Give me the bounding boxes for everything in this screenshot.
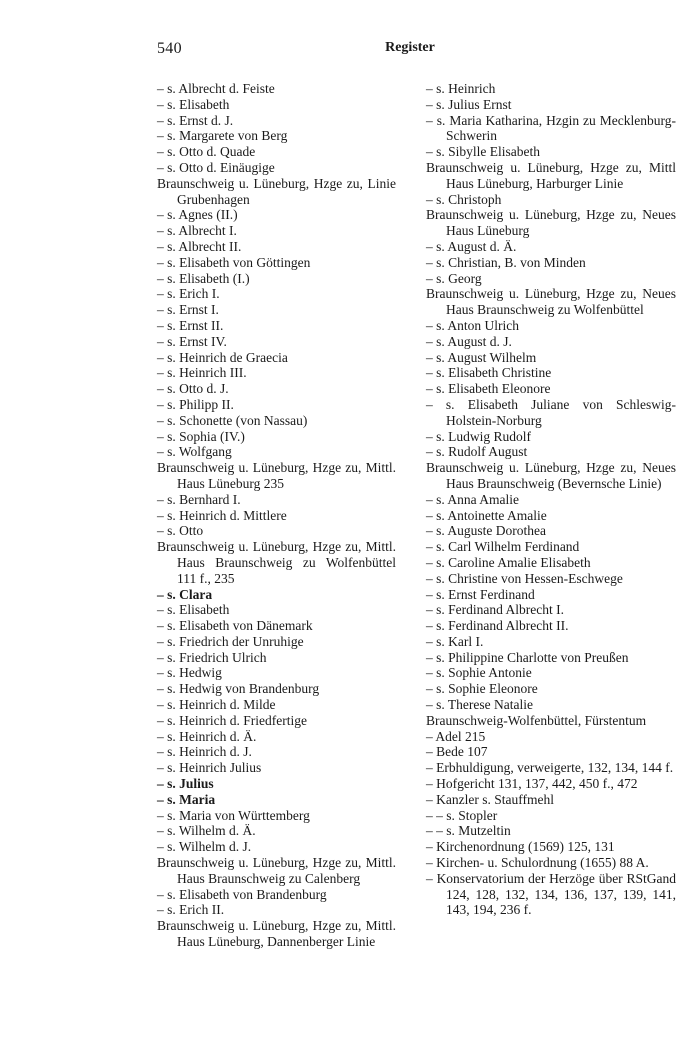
index-entry: – s. Otto d. Einäugige (157, 159, 275, 175)
index-entry: – s. Elisabeth (157, 602, 230, 618)
index-entry: – s. Heinrich de Graecia (157, 349, 288, 365)
index-entry: – s. Sophia (IV.) (157, 428, 245, 444)
index-entry: – s. Otto d. Quade (157, 144, 256, 160)
index-entry: – Kirchen- u. Schulordnung (1655) 88 A. (426, 855, 649, 871)
index-entry: – s. Elisabeth Eleonore (426, 381, 551, 397)
index-entry: – s. Carl Wilhelm Ferdinand (426, 539, 580, 555)
index-entry: – Kanzler s. Stauffmehl (426, 791, 554, 807)
index-entry: – s. Wilhelm d. Ä. (157, 823, 256, 839)
index-entry: – s. Albrecht d. Feiste (157, 81, 275, 96)
index-entry: – s. Heinrich Julius (157, 760, 262, 776)
index-entry: – s. Margarete von Berg (157, 128, 288, 144)
index-entry: – Erbhuldigung, verweigerte, 132, 134, 144 f. (426, 760, 674, 776)
index-entry: – s. Agnes (II.) (157, 207, 238, 223)
index-entry: – s. Ernst d. J. (157, 112, 234, 128)
index-entry: – s. Bernhard I. (157, 491, 241, 507)
index-entry: – s. Friedrich Ulrich (157, 649, 267, 665)
running-head: Register (385, 40, 435, 55)
index-entry: – s. Heinrich d. J. (157, 744, 252, 760)
index-entry: – s. Heinrich III. (157, 365, 247, 381)
index-entry: – s. Friedrich der Unruhige (157, 633, 304, 649)
index-heading: Braunschweig u. Lüneburg, Hzge zu, Neues Haus Braunschweig (Bevernsche Linie) (426, 460, 676, 491)
index-entry: – s. Anton Ulrich (426, 317, 519, 333)
index-entry: – s. Heinrich (426, 81, 496, 96)
index-entry: – s. August d. Ä. (426, 238, 517, 254)
index-entry: – Bede 107 (426, 744, 488, 760)
index-entry: – s. Clara (157, 586, 213, 602)
index-entry: – s. Ferdinand Albrecht I. (426, 602, 564, 618)
index-heading: Braunschweig u. Lüneburg, Hzge zu, Mittl Haus Lüneburg, Harburger Linie (426, 159, 676, 191)
index-entry: – s. Sibylle Elisabeth (426, 144, 540, 160)
index-entry: – s. Hedwig (157, 665, 222, 681)
index-entry: – s. Heinrich d. Friedfertige (157, 712, 307, 728)
index-entry: – s. Elisabeth von Dänemark (157, 618, 313, 634)
index-entry: – s. August d. J. (426, 333, 512, 349)
index-entry: – Kirchenordnung (1569) 125, 131 (426, 839, 615, 855)
index-entry: – s. Anna Amalie (426, 491, 519, 507)
index-entry: – s. Philippine Charlotte von Preußen (426, 649, 629, 665)
index-column-right (426, 81, 676, 918)
index-heading: Braunschweig-Wolfenbüttel, Fürstentum (426, 712, 647, 728)
index-heading: Braunschweig u. Lüneburg, Hzge zu, Neues Haus Lüneburg (426, 207, 676, 239)
index-entry: – – s. Mutzeltin (426, 823, 511, 839)
index-heading: Braunschweig u. Lüneburg, Hzge zu, Mittl. Haus Lüneburg, Dannenberger Linie (157, 918, 396, 950)
index-heading: Braunschweig u. Lüneburg, Hzge zu, Mittl. Haus Braunschweig zu Calenberg (157, 855, 396, 886)
index-heading: Braunschweig u. Lüneburg, Hzge zu, Mittl. Haus Lüneburg 235 (157, 460, 396, 491)
index-entry: – s. Heinrich d. Mittlere (157, 507, 287, 523)
index-entry: – s. Heinrich d. Ä. (157, 728, 257, 744)
page-number: 540 (157, 40, 182, 57)
index-entry: – s. Elisabeth von Göttingen (157, 254, 311, 270)
index-entry: – s. Maria von Württemberg (157, 807, 310, 823)
index-entry: – s. August Wilhelm (426, 349, 537, 365)
index-entry: – s. Julius (157, 776, 214, 792)
index-entry: – s. Elisabeth (157, 96, 230, 112)
index-entry: – s. Christian, B. von Minden (426, 254, 586, 270)
index-entry: – s. Erich II. (157, 902, 225, 918)
index-entry: – s. Albrecht I. (157, 223, 237, 239)
index-entry: – s. Wilhelm d. J. (157, 839, 252, 855)
index-entry: – Hofgericht 131, 137, 442, 450 f., 472 (426, 776, 638, 792)
index-entry: – s. Heinrich d. Milde (157, 697, 276, 713)
index-entry: – s. Elisabeth Juliane von Schleswig-Holstein-Norburg (426, 396, 676, 428)
index-entry: – s. Otto (157, 523, 204, 539)
index-entry: – Adel 215 (426, 728, 486, 744)
index-entry: – s. Ernst IV. (157, 333, 227, 349)
index-entry: – – s. Stopler (426, 807, 498, 823)
index-entry: – s. Wolfgang (157, 444, 232, 460)
index-entry: – s. Maria Katharina, Hzgin zu Mecklenburg-Schwerin (426, 112, 676, 144)
index-entry: – s. Otto d. J. (157, 381, 229, 397)
index-entry: – s. Hedwig von Brandenburg (157, 681, 320, 697)
index-entry: – s. Julius Ernst (426, 96, 512, 112)
index-entry: – s. Erich I. (157, 286, 220, 302)
index-entry: – s. Caroline Amalie Elisabeth (426, 554, 591, 570)
index-entry: – s. Sophie Eleonore (426, 681, 538, 697)
index-column-left (157, 81, 396, 950)
index-entry: – s. Georg (426, 270, 482, 286)
index-entry: – s. Elisabeth (I.) (157, 270, 250, 286)
index-entry: – s. Christine von Hessen-Eschwege (426, 570, 623, 586)
index-entry: – s. Karl I. (426, 633, 484, 649)
index-entry: – s. Therese Natalie (426, 697, 533, 713)
index-entry: – s. Elisabeth von Brandenburg (157, 886, 327, 902)
index-entry: – s. Sophie Antonie (426, 665, 532, 681)
index-entry: – s. Ernst I. (157, 302, 219, 318)
index-heading: Braunschweig u. Lüneburg, Hzge zu, Neues Haus Braunschweig zu Wolfenbüttel (426, 286, 676, 318)
index-entry: – s. Elisabeth Christine (426, 365, 552, 381)
index-entry: – s. Albrecht II. (157, 238, 242, 254)
index-entry: – s. Auguste Dorothea (426, 523, 546, 539)
index-entry: – s. Antoinette Amalie (426, 507, 547, 523)
index-entry: – s. Ferdinand Albrecht II. (426, 618, 569, 634)
index-entry: – s. Ludwig Rudolf (426, 428, 532, 444)
index-entry: – s. Maria (157, 791, 216, 807)
index-heading: Braunschweig u. Lüneburg, Hzge zu, Mittl. Haus Braunschweig zu Wolfenbüttel 111 f., 235 (157, 539, 396, 586)
index-entry: – s. Ernst II. (157, 317, 224, 333)
index-entry: – s. Rudolf August (426, 444, 528, 460)
index-entry: – s. Christoph (426, 191, 502, 207)
index-entry: – Konservatorium der Herzöge über RStGand 124, 128, 132, 134, 136, 137, 139, 141, 143, 194, 236 f. (426, 870, 676, 918)
page-header (0, 40, 700, 64)
index-entry: – s. Philipp II. (157, 396, 234, 412)
index-entry: – s. Schonette (von Nassau) (157, 412, 308, 428)
index-heading: Braunschweig u. Lüneburg, Hzge zu, Linie Grubenhagen (157, 175, 396, 207)
index-entry: – s. Ernst Ferdinand (426, 586, 535, 602)
